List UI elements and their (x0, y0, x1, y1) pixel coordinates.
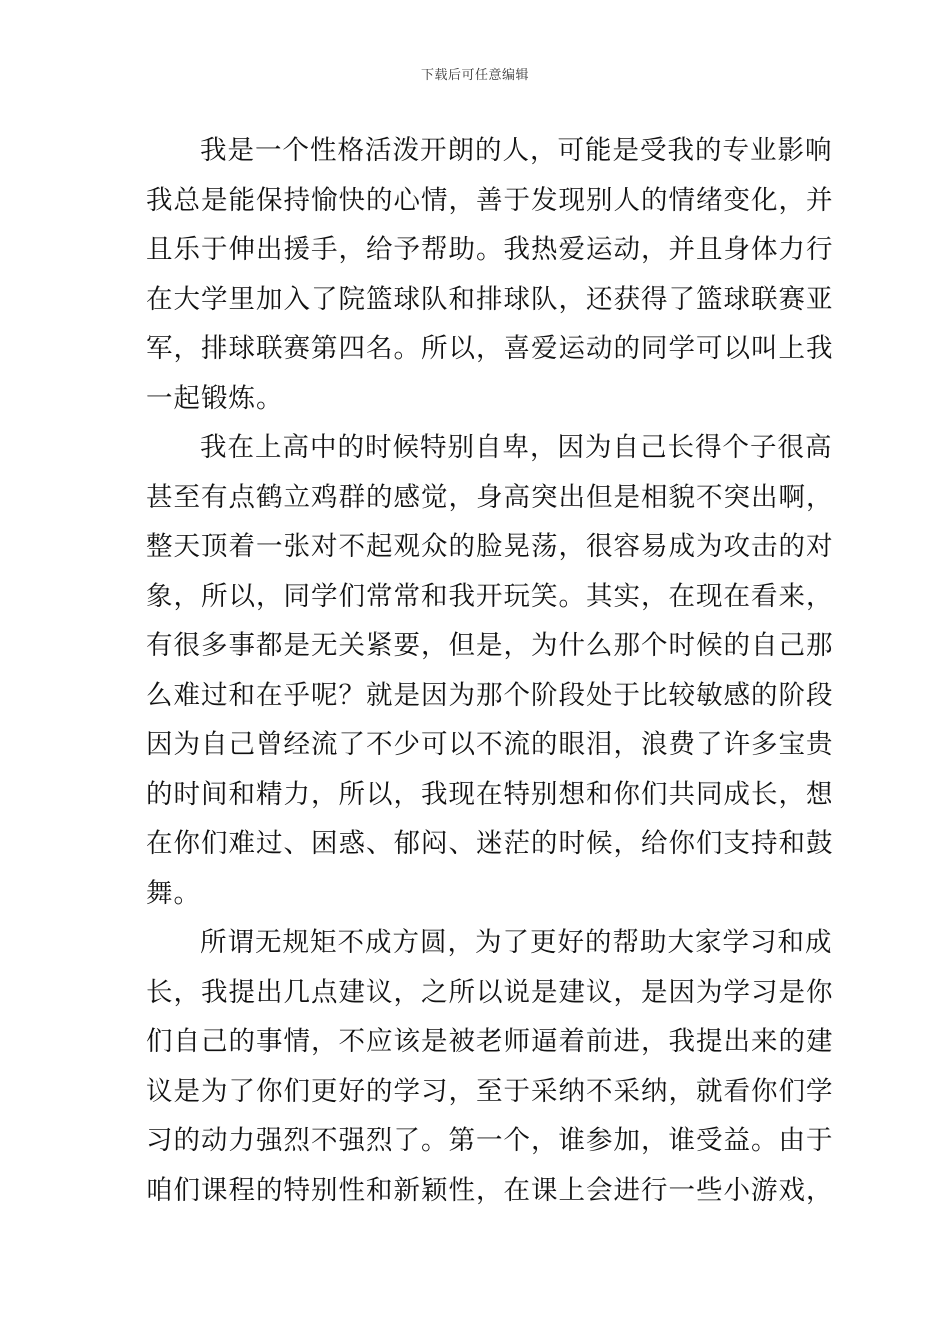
text-line: 我在上高中的时候特别自卑，因为自己长得个子很高 (200, 432, 833, 463)
paragraph-3 (146, 918, 834, 1215)
text-line: 象，所以，同学们常常和我开玩笑。其实，在现在看来， (146, 580, 834, 612)
text-line: 一起锻炼。 (146, 382, 284, 414)
text-line: 我总是能保持愉快的心情，善于发现别人的情绪变化，并 (146, 184, 834, 216)
text-line: 们自己的事情，不应该是被老师逼着前进，我提出来的建 (146, 1026, 834, 1057)
paragraph-1 (146, 126, 834, 423)
text-line: 因为自己曾经流了不少可以不流的眼泪，浪费了许多宝贵 (146, 729, 834, 760)
text-line: 么难过和在乎呢？就是因为那个阶段处于比较敏感的阶段 (146, 679, 834, 711)
text-line: 有很多事都是无关紧要，但是，为什么那个时候的自己那 (146, 630, 834, 661)
text-line: 整天顶着一张对不起观众的脸晃荡，很容易成为攻击的对 (146, 531, 834, 562)
text-line: 所谓无规矩不成方圆，为了更好的帮助大家学习和成 (200, 927, 833, 958)
text-line: 军，排球联赛第四名。所以，喜爱运动的同学可以叫上我 (146, 333, 834, 364)
text-line: 咱们课程的特别性和新颖性，在课上会进行一些小游戏， (146, 1174, 834, 1206)
text-line: 甚至有点鹤立鸡群的感觉，身高突出但是相貌不突出啊， (146, 481, 834, 513)
text-line: 习的动力强烈不强烈了。第一个，谁参加，谁受益。由于 (146, 1125, 834, 1156)
text-line: 且乐于伸出援手，给予帮助。我热爱运动，并且身体力行 (146, 234, 834, 265)
text-line: 我是一个性格活泼开朗的人，可能是受我的专业影响 (200, 135, 833, 166)
body-text (146, 126, 834, 1215)
text-line: 在你们难过、困惑、郁闷、迷茫的时候，给你们支持和鼓 (146, 828, 834, 859)
text-line: 议是为了你们更好的学习，至于采纳不采纳，就看你们学 (146, 1075, 834, 1107)
header-note: 下载后可任意编辑 (420, 68, 529, 83)
paragraph-2 (146, 423, 834, 918)
text-line: 舞。 (146, 877, 201, 909)
text-line: 长，我提出几点建议，之所以说是建议，是因为学习是你 (146, 976, 834, 1008)
text-line: 的时间和精力，所以，我现在特别想和你们共同成长，想 (146, 778, 834, 810)
text-line: 在大学里加入了院篮球队和排球队，还获得了篮球联赛亚 (146, 283, 834, 315)
